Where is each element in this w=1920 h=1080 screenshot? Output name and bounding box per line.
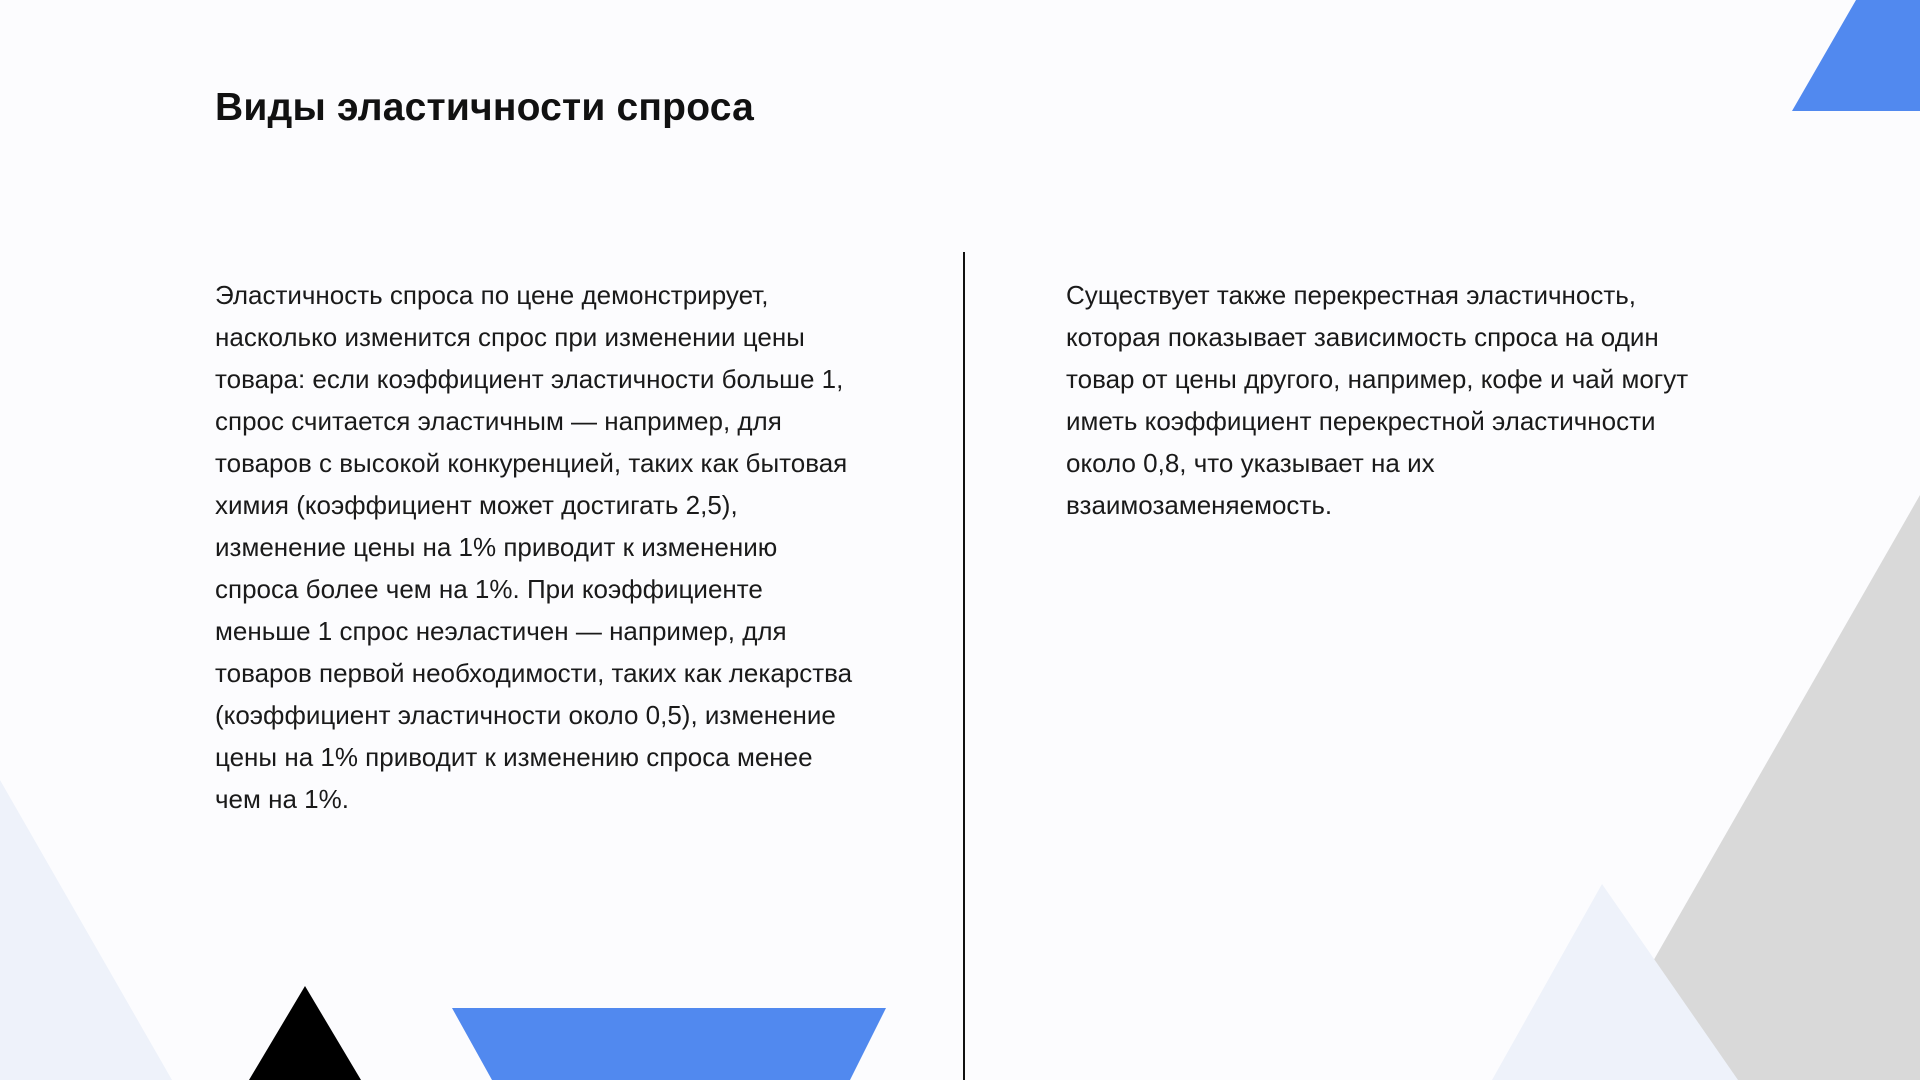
slide-title: Виды эластичности спроса [215, 86, 754, 129]
vertical-divider [963, 252, 965, 1080]
bottom-blue-trapezoid [452, 1008, 886, 1080]
bottom-black-triangle [249, 986, 361, 1080]
left-text-column: Эластичность спроса по цене демонстрирует, насколько изменится спрос при изменении цены товара: если коэффициент эластичности больше 1, спрос считается эластичным — например, для товаров с высокой конкуренцией, таких как бытовая химия (коэффициент может достигать 2,5), изменение цены на 1% приводит к изменению спроса более чем на 1%. При коэффициенте меньше 1 спрос неэластичен — например, для товаров первой необходимости, таких как лекарства (коэффициент эластичности около 0,5), изменение цены на 1% приводит к изменению спроса менее чем на 1%. [215, 280, 853, 814]
top-right-blue-triangle [1792, 0, 1920, 111]
right-text-column: Существует также перекрестная эластичность, которая показывает зависимость спроса на один товар от цены другого, например, кофе и чай могут иметь коэффициент перекрестной эластичности около 0,8, что указывает на их взаимозаменяемость. [1066, 280, 1689, 520]
left-light-triangle [0, 780, 172, 1080]
